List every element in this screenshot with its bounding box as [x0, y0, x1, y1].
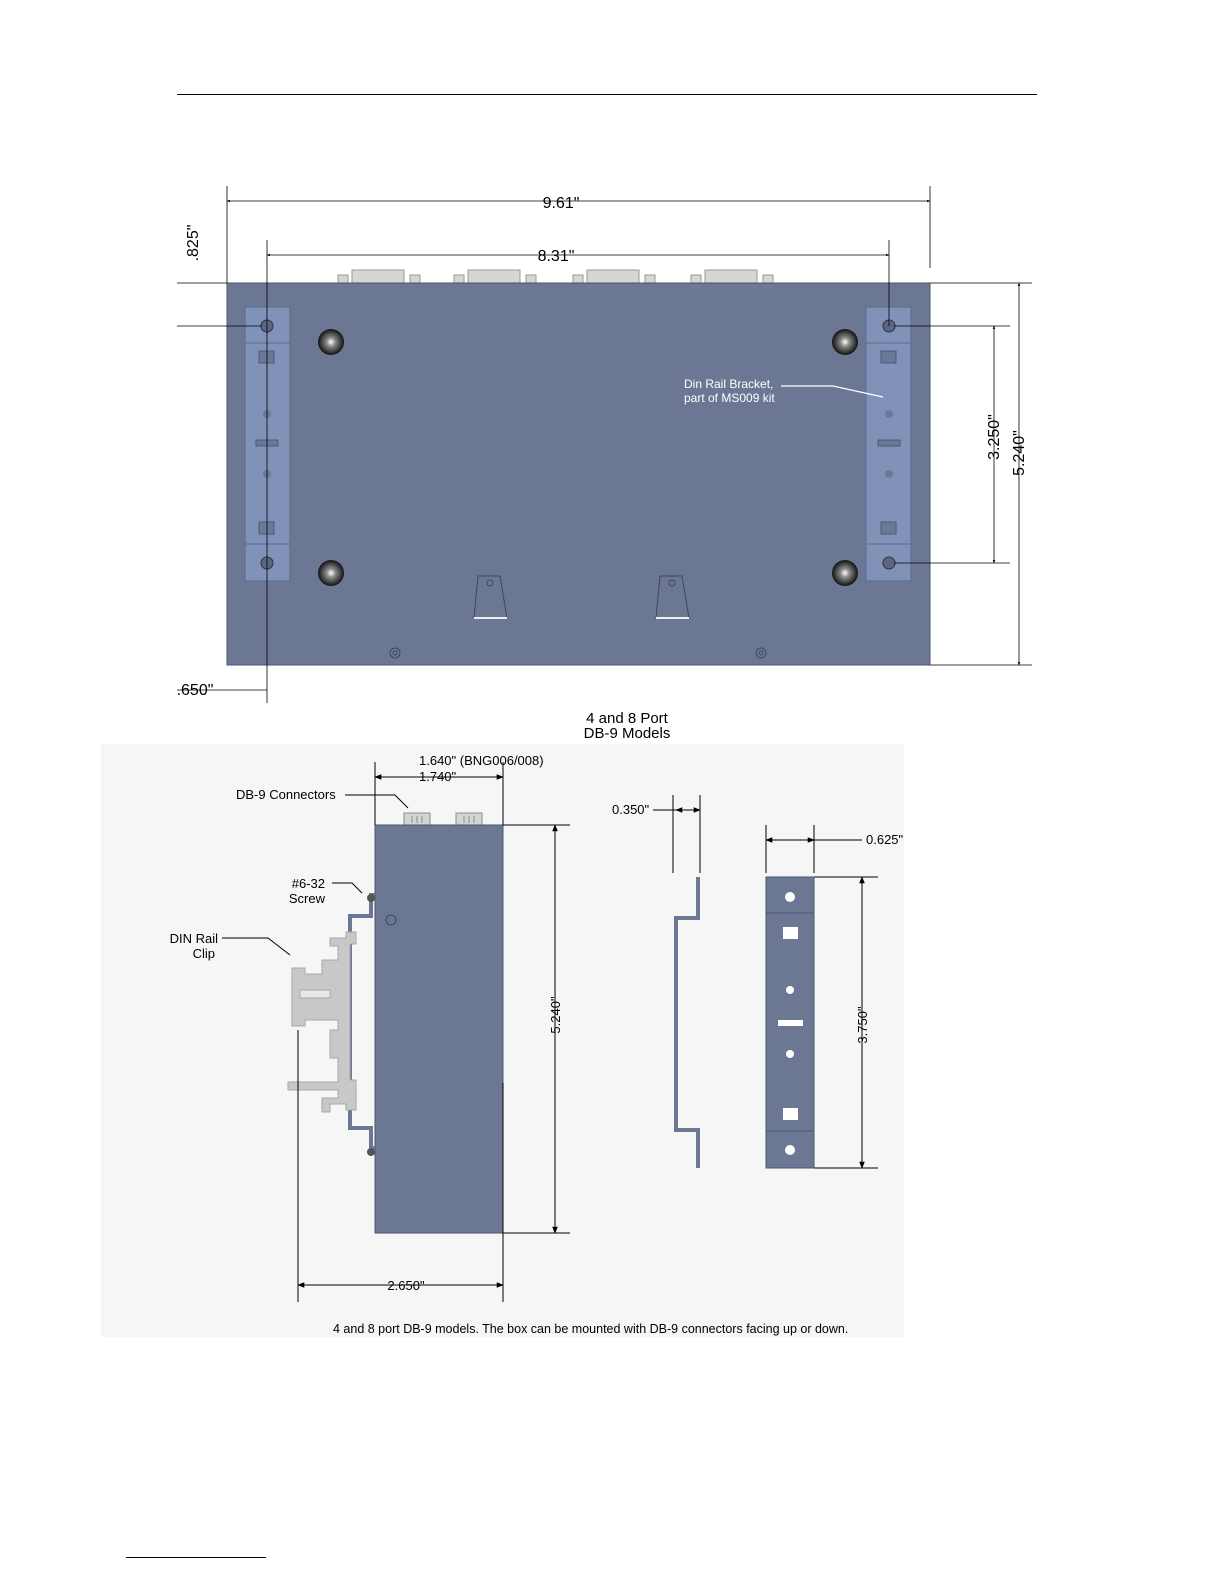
dim-side-height: 5.240": [548, 996, 563, 1034]
dim-depth-alt: 1.640" (BNG006/008): [419, 753, 544, 768]
dim-bracket-width: 0.625": [866, 832, 904, 847]
din-rail-bracket-left: [245, 307, 290, 581]
din-rail-bracket-right: [866, 307, 911, 581]
side-view-caption: 4 and 8 port DB-9 models. The box can be mounted with DB-9 connectors facing up or down.: [333, 1322, 849, 1336]
dim-side-offset: .650": [176, 682, 214, 699]
top-caption-line2: DB-9 Models: [583, 725, 671, 742]
bracket-callout-line1: Din Rail Bracket,: [684, 377, 774, 391]
enclosure-side-view: [375, 825, 503, 1233]
top-caption-line1: 4 and 8 Port: [586, 710, 668, 727]
dim-overall-height: 5.240": [1011, 430, 1028, 476]
screw-label-line1: #6-32: [291, 876, 325, 891]
top-view: [177, 186, 1032, 742]
footer-rule: [126, 1557, 266, 1558]
bracket-front-view: [766, 877, 814, 1168]
dim-overall-width: 9.61": [542, 195, 580, 212]
bracket-callout-line2: part of MS009 kit: [684, 391, 775, 405]
dim-mount-hole-spacing: 8.31": [537, 248, 575, 265]
dim-mount-depth: 2.650": [387, 1278, 425, 1293]
dim-bracket-hole-spacing: 3.250": [986, 414, 1003, 460]
dim-top-offset: .825": [185, 224, 202, 262]
db9-connectors-top: [338, 270, 773, 283]
db9-connectors-label: DB-9 Connectors: [236, 787, 336, 802]
din-rail-clip-label-line1: DIN Rail: [169, 931, 218, 946]
screw-label-line2: Screw: [288, 891, 325, 906]
din-rail-clip-label-line2: Clip: [192, 946, 215, 961]
dim-bracket-length: 3.750": [855, 1006, 870, 1044]
dim-depth: 1.740": [419, 769, 457, 784]
dim-bracket-offset: 0.350": [612, 802, 650, 817]
